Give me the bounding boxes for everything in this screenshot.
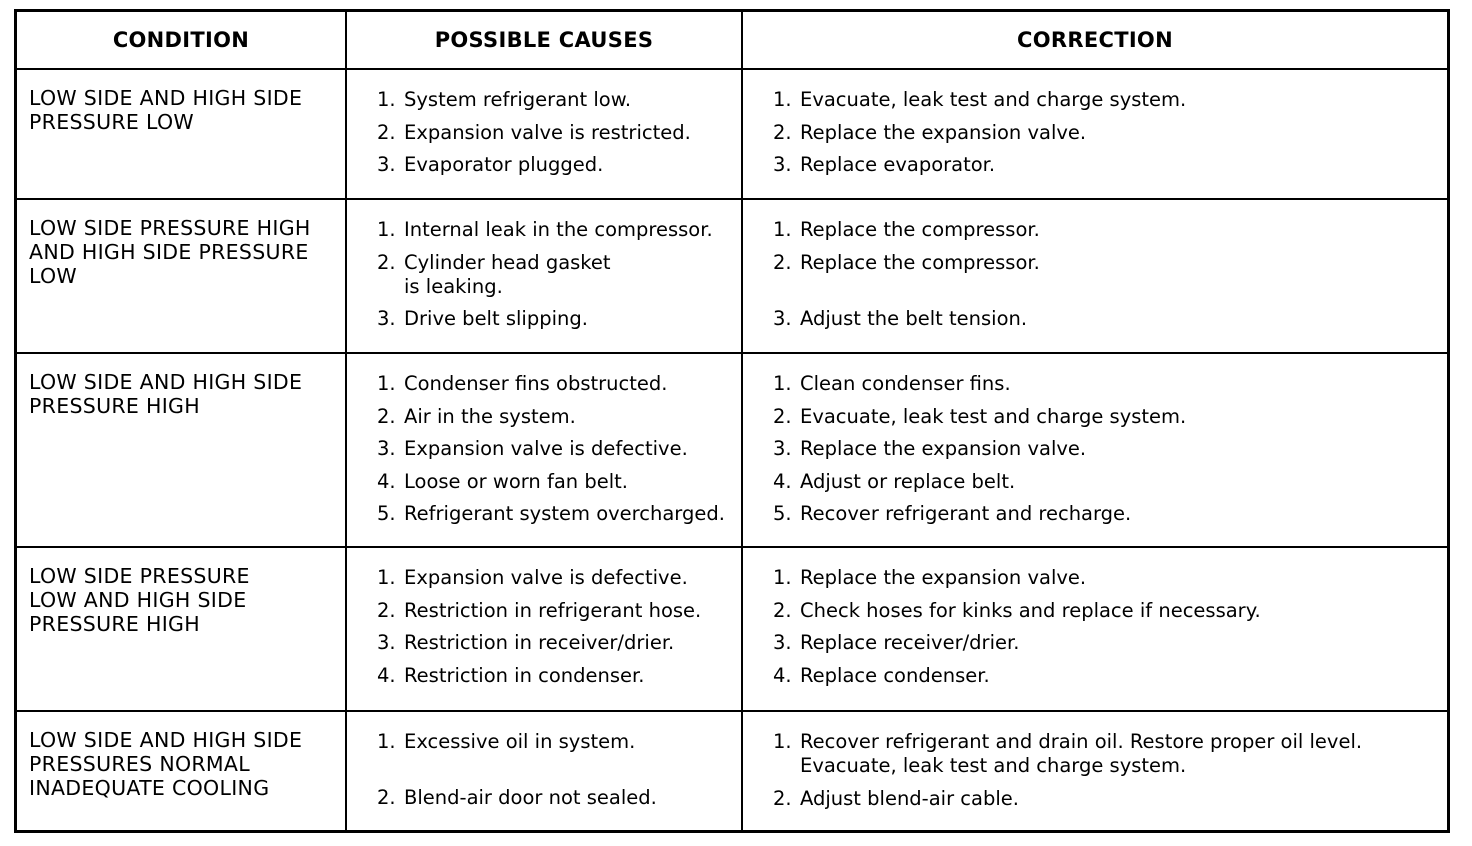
list-item: 2. Check hoses for kinks and replace if necessary. [773, 598, 1261, 622]
list-item: 1. Internal leak in the compressor. [377, 218, 713, 241]
correction-list [743, 200, 1447, 331]
list-item: 3. Replace evaporator. [773, 153, 996, 176]
correction-cell [743, 548, 1447, 712]
list-item: 4. Restriction in condenser. [377, 663, 645, 687]
causes-cell [347, 200, 743, 354]
causes-cell [347, 712, 743, 830]
list-item: 3. Restriction in receiver/drier. [377, 631, 675, 654]
causes-list [347, 70, 741, 177]
causes-list [347, 354, 741, 526]
correction-list [743, 712, 1447, 811]
list-item: 1. Evacuate, leak test and charge system. [773, 88, 1187, 111]
correction-cell [743, 200, 1447, 354]
list-item: 2. Cylinder head gasket is leaking. [377, 250, 611, 298]
list-item: 2. Replace the expansion valve. [773, 120, 1087, 144]
list-item: 4. Replace condenser. [773, 663, 990, 687]
list-item: 3. Evaporator plugged. [377, 153, 604, 176]
header-possible-causes: POSSIBLE CAUSES [347, 12, 743, 70]
list-item: 1. Replace the expansion valve. [773, 566, 1087, 589]
list-item: 5. Refrigerant system overcharged. [377, 502, 725, 525]
causes-cell [347, 70, 743, 200]
list-item: 1. Clean condenser fins. [773, 372, 1011, 395]
list-item: 1. Excessive oil in system. [377, 730, 636, 753]
causes-list [347, 712, 741, 810]
correction-list [743, 548, 1447, 688]
list-item: 4. Adjust or replace belt. [773, 469, 1016, 493]
condition-cell: LOW SIDE PRESSURE LOW AND HIGH SIDE PRESSURE HIGH [17, 548, 347, 712]
condition-cell: LOW SIDE AND HIGH SIDE PRESSURE LOW [17, 70, 347, 200]
list-item: 1. Expansion valve is defective. [377, 566, 688, 589]
condition-cell: LOW SIDE AND HIGH SIDE PRESSURES NORMAL INADEQUATE COOLING [17, 712, 347, 830]
list-item: 5. Recover refrigerant and recharge. [773, 502, 1132, 525]
causes-cell [347, 548, 743, 712]
list-item: 2. Adjust blend-air cable. [773, 786, 1019, 810]
list-item: 2. Replace the compressor. [773, 250, 1040, 274]
list-item: 3. Drive belt slipping. [377, 307, 588, 330]
list-item: 1. Recover refrigerant and drain oil. Restore proper oil level. Evacuate, leak test and charge system. [773, 730, 1363, 777]
list-item: 1. Condenser fins obstructed. [377, 372, 668, 395]
causes-list [347, 548, 741, 688]
causes-list [347, 200, 741, 331]
list-item: 1. System refrigerant low. [377, 88, 632, 111]
list-item: 2. Evacuate, leak test and charge system. [773, 404, 1187, 428]
correction-cell [743, 712, 1447, 830]
list-item: 1. Replace the compressor. [773, 218, 1040, 241]
condition-cell: LOW SIDE PRESSURE HIGH AND HIGH SIDE PRESSURE LOW [17, 200, 347, 354]
list-item: 3. Replace receiver/drier. [773, 631, 1020, 654]
header-correction: CORRECTION [743, 12, 1447, 70]
list-item: 3. Expansion valve is defective. [377, 437, 688, 460]
list-item: 2. Blend-air door not sealed. [377, 786, 657, 809]
diagnosis-table [14, 9, 1450, 833]
list-item: 2. Restriction in refrigerant hose. [377, 598, 702, 622]
list-item: 3. Adjust the belt tension. [773, 306, 1028, 330]
list-item: 2. Expansion valve is restricted. [377, 120, 691, 144]
condition-cell: LOW SIDE AND HIGH SIDE PRESSURE HIGH [17, 354, 347, 548]
causes-cell [347, 354, 743, 548]
header-condition: CONDITION [17, 12, 347, 70]
correction-cell [743, 354, 1447, 548]
correction-list [743, 354, 1447, 526]
list-item: 4. Loose or worn fan belt. [377, 469, 629, 493]
list-item: 2. Air in the system. [377, 404, 576, 428]
correction-list [743, 70, 1447, 177]
correction-cell [743, 70, 1447, 200]
list-item: 3. Replace the expansion valve. [773, 437, 1087, 460]
